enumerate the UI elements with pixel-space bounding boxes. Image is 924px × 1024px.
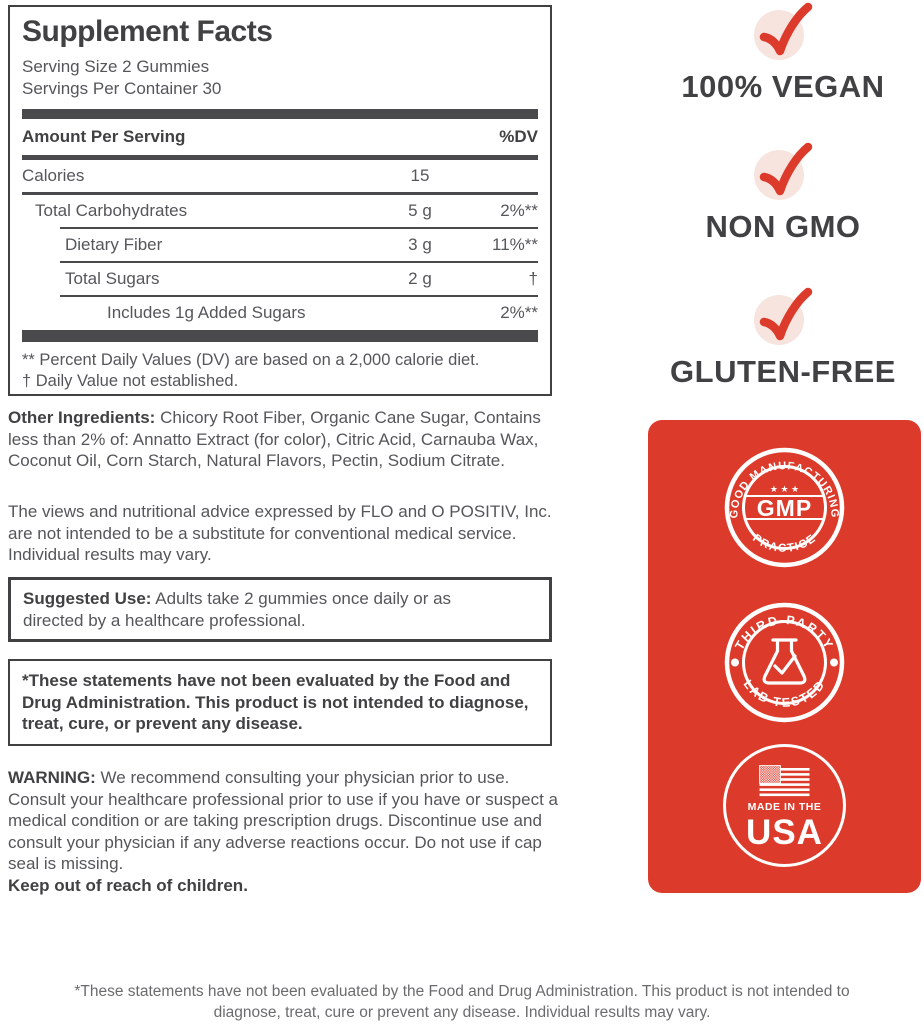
nutrient-amount: 2 g [408,268,432,288]
suggested-use-text-wrap [23,588,455,631]
warning-bold-tail: Keep out of reach of children. [8,875,248,895]
table-row-dietary-fiber [22,229,538,261]
gmp-arc-bottom-text: PRACTICE [750,532,819,555]
dv-footnote: ** Percent Daily Values (DV) are based on a 2,000 calorie diet. [22,350,480,369]
footer-disclaimer-text: *These statements have not been evaluated by the Food and Drug Administration. This product is not intended to diagnose, treat, cure or prevent any disease. Individual results may vary. [74,983,850,1021]
footer-disclaimer [0,982,924,1024]
checkmark-icon [751,285,815,347]
gluten-free-badge [652,285,914,390]
other-ingredients-paragraph [8,407,560,472]
fda-disclaimer-box: *These statements have not been evaluated by the Food and Drug Administration. This product is not intended to diagnose, treat, cure, or prevent any disease. [8,659,552,746]
amount-per-serving-header: Amount Per Serving [22,126,186,146]
nutrient-name: Includes 1g Added Sugars [107,302,306,322]
table-footnotes [22,350,538,393]
nutrient-amount: 5 g [408,200,432,220]
flask-icon [764,640,805,683]
suggested-use-label: Suggested Use: [23,589,152,608]
table-row-added-sugars [22,297,538,329]
table-row-calories [22,160,538,192]
nutrient-name: Calories [22,165,85,185]
lab-arc-bottom-text: LAB TESTED [740,677,829,710]
servings-per-container: Servings Per Container 30 [22,78,222,98]
nutrient-name: Total Carbohydrates [35,200,188,220]
usa-line2-text: USA [746,813,823,852]
gmp-center-text: GMP [756,495,813,521]
badge-label: NON GMO [705,209,861,244]
gmp-stars: ★ ★ ★ [769,484,800,494]
serving-info [22,56,538,100]
supplement-facts-panel [8,5,552,396]
other-ingredients-label: Other Ingredients: [8,408,156,427]
vegan-badge [652,0,914,105]
warning-label: WARNING: [8,768,96,787]
dv-header: %DV [499,126,538,146]
advice-note: The views and nutritional advice expressed by FLO and O POSITIV, Inc. are not intended to be a substitute for conventional medical service. Individual results may vary. [8,502,552,565]
made-in-usa-seal [722,743,847,868]
serving-size: Serving Size 2 Gummies [22,57,210,76]
svg-text:PRACTICE [750,532,819,555]
suggested-use-box [8,577,552,642]
badge-label: 100% VEGAN [681,69,885,104]
supplement-facts-title: Supplement Facts [22,15,273,48]
nutrient-dv: 11%** [492,234,538,254]
dagger-footnote: † Daily Value not established. [22,371,239,390]
warning-text: We recommend consulting your physician prior to use. Consult your healthcare professional prior to use if you have or suspect a medical condition or are taking prescription drugs. Discontinue use and consult your physician if any adverse reactions occur. Do not use if cap seal is missing. [8,768,558,874]
nutrient-amount: 15 [410,165,430,185]
nutrient-dv: 2%** [500,302,538,322]
table-row-total-carbohydrates [22,195,538,227]
gmp-seal [722,445,847,570]
table-row-total-sugars [22,263,538,295]
nutrient-name: Dietary Fiber [65,234,163,254]
usa-flag-icon [760,766,810,797]
seal-dot-left [731,659,739,667]
nutrient-dv: 2%** [500,200,538,220]
table-divider-bottom [22,330,538,342]
table-divider-thick [22,109,538,119]
suggested-use-text: Adults take 2 gummies once daily or as directed by a healthcare professional. [23,589,452,630]
table-header-row [22,119,538,155]
warning-paragraph [8,767,564,896]
nutrient-name: Total Sugars [65,268,160,288]
other-ingredients-text: Chicory Root Fiber, Organic Cane Sugar, Contains less than 2% of: Annatto Extract (for color), Citric Acid, Carnauba Wax, Coconut Oil, Corn Starch, Natural Flavors, Pectin, Sodium Citrate. [8,408,541,471]
lab-arc-top-text: THIRD-PARTY [732,613,837,653]
certification-panel [648,420,921,893]
badge-label: GLUTEN-FREE [670,354,896,389]
third-party-lab-tested-seal [722,600,847,725]
gmp-arc-top-text: GOOD MANUFACTURING [728,460,841,519]
nutrient-amount: 3 g [408,234,432,254]
nutrient-dv: † [528,268,538,288]
seal-dot-right [830,659,838,667]
usa-line1-text: MADE IN THE [747,801,822,813]
checkmark-icon [751,0,815,62]
non-gmo-badge [652,140,914,245]
checkmark-icon [751,140,815,202]
